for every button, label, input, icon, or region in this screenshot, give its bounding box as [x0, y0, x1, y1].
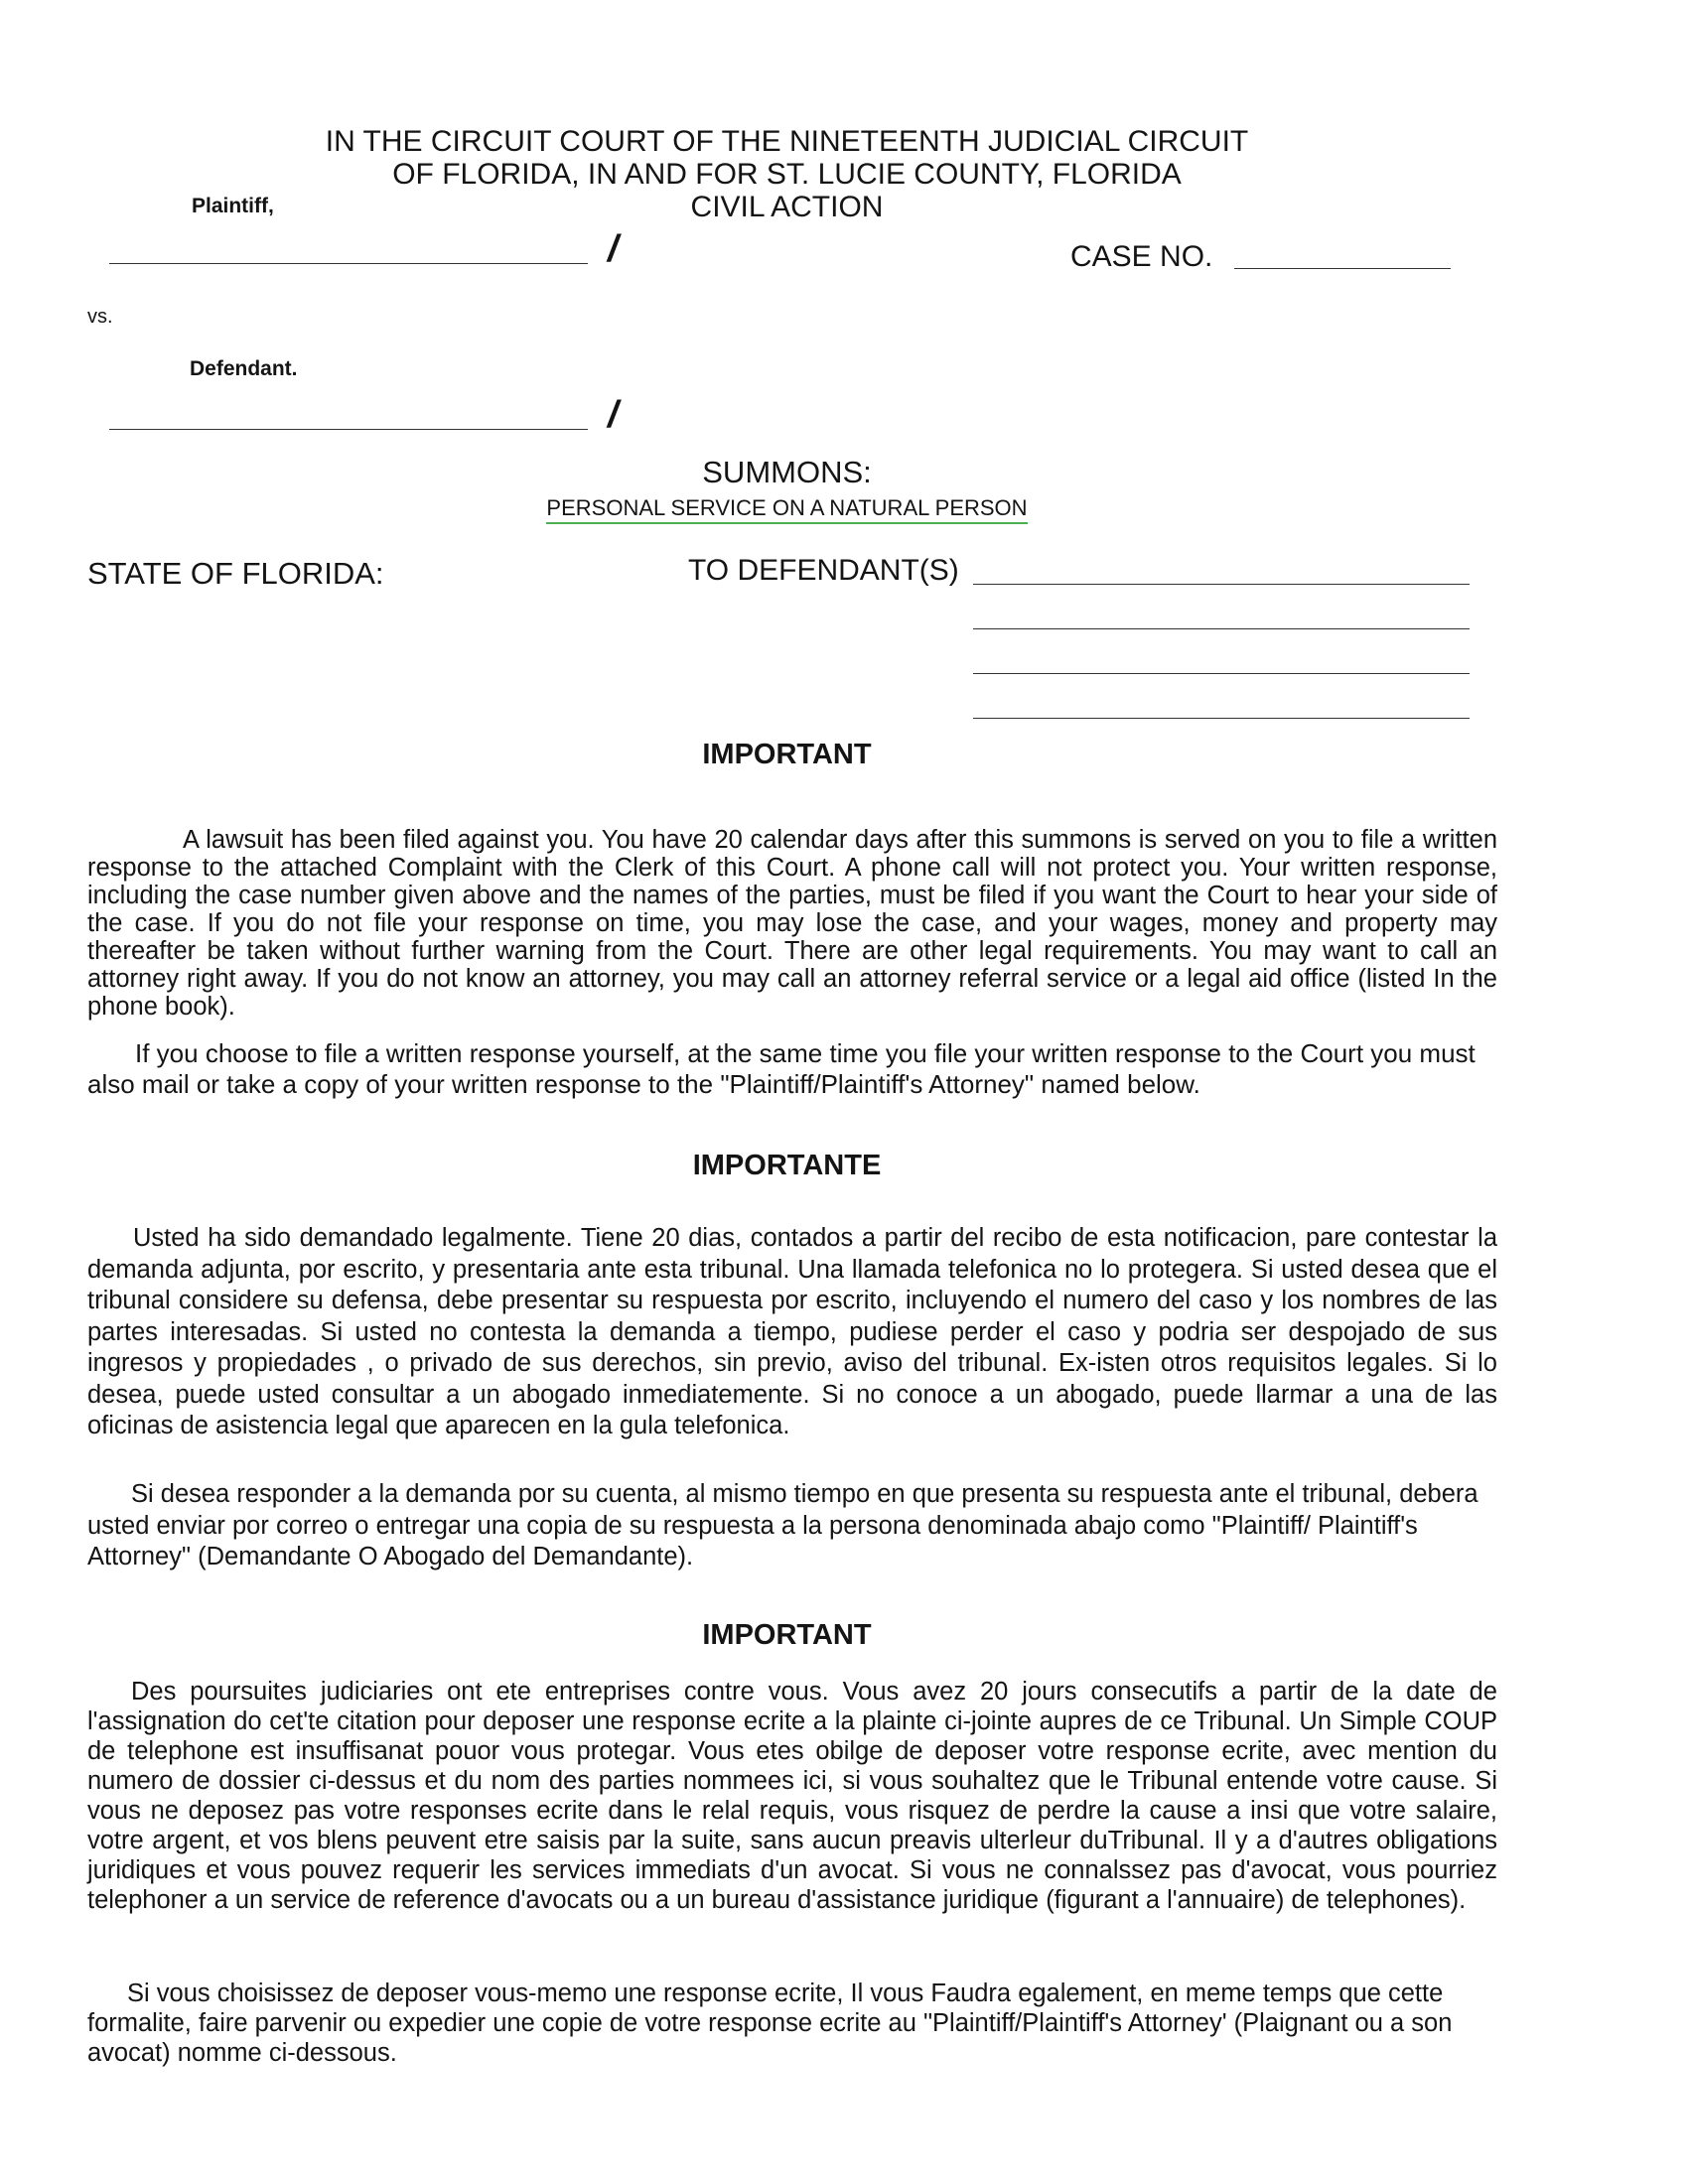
case-number-label: CASE NO.: [1070, 240, 1213, 273]
court-title-line-2: OF FLORIDA, IN AND FOR ST. LUCIE COUNTY, FLORIDA: [392, 158, 1182, 191]
english-heading: IMPORTANT: [702, 739, 872, 770]
defendant-name-line[interactable]: [109, 429, 588, 430]
case-number-line[interactable]: [1234, 268, 1451, 269]
plaintiff-name-line[interactable]: [109, 263, 588, 264]
defendant-label: Defendant.: [190, 357, 298, 380]
summons-subtitle-text: PERSONAL SERVICE ON A NATURAL PERSON: [546, 496, 1027, 524]
summons-title: SUMMONS:: [702, 455, 872, 489]
versus-label: vs.: [87, 306, 113, 328]
plaintiff-label: Plaintiff,: [192, 195, 274, 217]
spanish-paragraph-1: Usted ha sido demandado legalmente. Tiene 20 dias, contados a partir del recibo de esta notificacion, pare contestar la demanda adjunta, por escrito, y presentaria ante esta tribunal. Una llamada telefonica no lo protegera. Si usted desea que el tribunal considere su defensa, debe presentar su respuesta por escrito, incluyendo el numero del caso y los nombres de las partes interesadas. Si usted no contesta la demanda a tiempo, pudiese perder el caso y podria ser despojado de sus ingresos y propiedades , o privado de sus derechos, sin previo, aviso del tribunal. Ex-isten otros requisitos legales. Si lo desea, puede usted consultar a un abogado inmediatemente. Si no conoce a un abogado, puede llarmar a una de las oficinas de asistencia legal que aparecen en la gula telefonica.: [87, 1224, 1497, 1439]
court-title-line-3: CIVIL ACTION: [690, 191, 884, 223]
defendant-address-line-3[interactable]: [973, 673, 1470, 674]
spanish-paragraph-2: Si desea responder a la demanda por su cuenta, al mismo tiempo en que presenta su respuesta ante el tribunal, debera usted enviar por correo o entregar una copia de su respuesta a la persona denominada abajo como "Plaintiff/ Plaintiff's Attorney" (Demandante O Abogado del Demandante).: [87, 1480, 1478, 1570]
french-heading: IMPORTANT: [702, 1619, 872, 1651]
plaintiff-slash: /: [608, 228, 619, 270]
defendant-address-line-4[interactable]: [973, 718, 1470, 719]
court-title-line-1: IN THE CIRCUIT COURT OF THE NINETEENTH JUDICIAL CIRCUIT: [325, 125, 1249, 158]
french-paragraph-2: Si vous choisissez de deposer vous-memo une response ecrite, Il vous Faudra egalement, en meme temps que cette formalite, faire parvenir ou expedier une copie de votre response ecrite au "Plaintiff/Plaintiff's Attorney' (Plaignant ou a son avocat) nomme ci-dessous.: [87, 1979, 1453, 2067]
defendant-slash: /: [608, 394, 619, 436]
to-defendants-label: TO DEFENDANT(S): [688, 554, 959, 587]
french-paragraph-1: Des poursuites judiciaries ont ete entreprises contre vous. Vous avez 20 jours consecutifs a partir de la date de l'assignation do cet'te citation pour deposer une response ecrite a la plainte ci-jointe aupres de ce Tribunal. Un Simple COUP de telephone est insuffisanat pouor vous protegar. Vous etes obilge de deposer votre response ecrite, avec mention du numero de dossier ci-dessus et du nom des parties nommees ici, si vous souhaltez que le Tribunal entende votre cause. Si vous ne deposez pas votre responses ecrite dans le relal requis, vous risquez de perdre la cause a insi que votre salaire, votre argent, et vos blens peuvent etre saisis par la suite, sans aucun preavis ulterleur duTribunal. Il y a d'autres obligations juridiques et vous pouvez requerir les services immediats d'un avocat. Si vous ne connalssez pas d'avocat, vous pourriez telephoner a un service de reference d'avocats ou a un bureau d'assistance juridique (figurant a l'annuaire) de telephones).: [87, 1678, 1497, 1914]
defendant-address-line-1[interactable]: [973, 584, 1470, 585]
state-label: STATE OF FLORIDA:: [87, 556, 384, 591]
defendant-address-line-2[interactable]: [973, 628, 1470, 629]
spanish-heading: IMPORTANTE: [692, 1150, 882, 1181]
summons-subtitle: [0, 496, 1574, 524]
english-paragraph-1: A lawsuit has been filed against you. You have 20 calendar days after this summons is served on you to file a written response to the attached Complaint with the Clerk of this Court. A phone call will not protect you. Your written response, including the case number given above and the names of the parties, must be filed if you want the Court to hear your side of the case. If you do not file your response on time, you may lose the case, and your wages, money and property may thereafter be taken without further warning from the Court. There are other legal requirements. You may want to call an attorney right away. If you do not know an attorney, you may call an attorney referral service or a legal aid office (listed In the phone book).: [87, 826, 1497, 1021]
english-paragraph-2: If you choose to file a written response yourself, at the same time you file your written response to the Court you must also mail or take a copy of your written response to the "Plaintiff/Plaintiff's Attorney" named below.: [87, 1038, 1476, 1099]
